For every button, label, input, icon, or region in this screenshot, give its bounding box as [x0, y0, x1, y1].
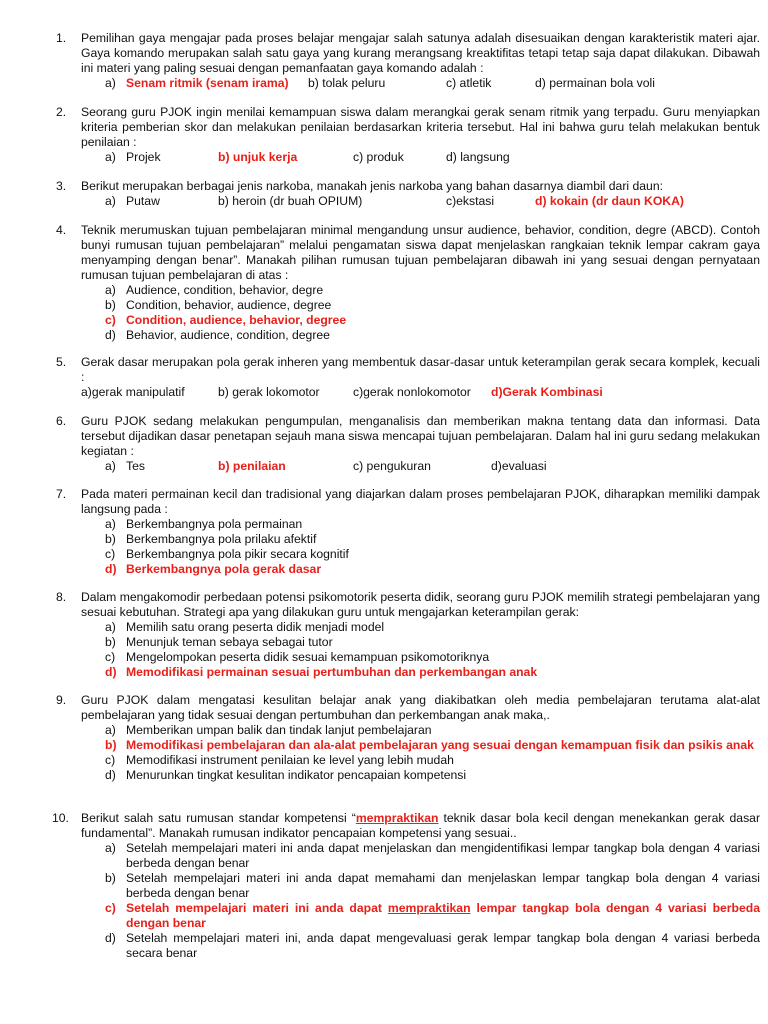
- option-letter: b): [105, 738, 117, 752]
- answer-option: [105, 313, 760, 328]
- answer-option: [105, 901, 760, 931]
- question-text: Teknik merumuskan tujuan pembelajaran minimal mengandung unsur audience, behavior, condition, degre (ABCD). Contoh bunyi rumusan tujuan pembelajaran” melalui pengamatan siswa dapat menjelaskan rangkaian teknik lempar cakram gaya menyamping dengan benar”. Manakah pilihan rumusan tujuan pembelajaran dibawah ini yang sesuai dengan pernyataan rumusan tujuan pembelajaran di atas :: [81, 223, 760, 282]
- option-text: Audience, condition, behavior, degre: [126, 283, 324, 297]
- question-2: [56, 105, 760, 165]
- option: [105, 650, 760, 665]
- option: [105, 635, 760, 650]
- option-text: Setelah mempelajari materi ini anda dapat menjelaskan dan mengidentifikasi lempar tangkap bola dengan 4 variasi berbeda dengan benar: [126, 841, 760, 870]
- option: Projek: [126, 150, 161, 164]
- option-text: Berkembangnya pola gerak dasar: [126, 562, 322, 576]
- question-6: [56, 414, 760, 474]
- option-letter: a): [105, 194, 116, 208]
- question-text: Pemilihan gaya mengajar pada proses belajar mengajar salah satunya adalah disesuaikan dengan karakteristik materi ajar. Gaya komando merupakan salah satu gaya yang kurang merangsang kreaktifitas tetapi tetap saja dapat dilakukan. Dibawah ini materi yang paling sesuai dengan pemanfaatan gaya komando adalah :: [81, 31, 760, 75]
- option-letter: c): [105, 547, 116, 561]
- answer-option: d)Gerak Kombinasi: [491, 385, 603, 399]
- option-letter: d): [105, 931, 116, 945]
- option-text: Condition, audience, behavior, degree: [126, 313, 347, 327]
- answer-option: [105, 738, 760, 753]
- option-letter: d): [105, 328, 116, 342]
- question-10: [52, 811, 761, 961]
- option-text: [126, 901, 760, 931]
- option-text: Setelah mempelajari materi ini anda dapat memahami dan menjelaskan lempar tangkap bola dengan 4 variasi berbeda dengan benar: [126, 871, 760, 900]
- option-text: Memberikan umpan balik dan tindak lanjut pembelajaran: [126, 723, 432, 737]
- option-text: Berkembangnya pola pikir secara kognitif: [126, 547, 349, 561]
- question-5: [56, 355, 760, 400]
- option: [105, 283, 760, 298]
- question-3: [56, 179, 760, 209]
- options-row: [105, 76, 760, 91]
- option-text: Menurunkan tingkat kesulitan indikator pencapaian kompetensi: [126, 768, 467, 782]
- option: Tes: [126, 459, 145, 473]
- option-letter: a): [105, 723, 116, 737]
- option: d) langsung: [446, 150, 510, 164]
- option-text: Condition, behavior, audience, degree: [126, 298, 332, 312]
- answer-option: d) kokain (dr daun KOKA): [535, 194, 684, 208]
- option-text: Memodifikasi pembelajaran dan ala-alat pembelajaran yang sesuai dengan kemampuan fisik dan psikis anak: [126, 738, 754, 752]
- question-7: [56, 487, 760, 577]
- question-text: Guru PJOK sedang melakukan pengumpulan, menganalisis dan memberikan makna tentang data dan informasi. Data tersebut dijadikan dasar penetapan sejauh mana siswa mencapai tujuan pembelajaran. Dalam hal ini guru sedang melakukan kegiatan :: [81, 414, 760, 458]
- answer-option: b) penilaian: [218, 459, 286, 473]
- option: [105, 841, 760, 871]
- option-letter: a): [105, 459, 116, 473]
- options-row: [105, 150, 760, 165]
- options-row: [81, 385, 760, 400]
- question-number: 1.: [56, 31, 67, 45]
- question-text: [81, 811, 760, 841]
- option: [105, 723, 760, 738]
- option-letter: a): [105, 841, 116, 855]
- option: [105, 620, 760, 635]
- option-letter: b): [105, 635, 116, 649]
- option-letter: a): [105, 150, 116, 164]
- option: d)evaluasi: [491, 459, 547, 473]
- option-text: Berkembangnya pola prilaku afektif: [126, 532, 317, 546]
- option-letter: a): [105, 283, 116, 297]
- option: [105, 298, 760, 313]
- option-text: Memodifikasi instrument penilaian ke level yang lebih mudah: [126, 753, 454, 767]
- option: [105, 547, 760, 562]
- option: a)gerak manipulatif: [81, 385, 185, 399]
- underlined-keyword: mempraktikan: [387, 901, 471, 915]
- option-text: Memilih satu orang peserta didik menjadi model: [126, 620, 385, 634]
- option: [105, 871, 760, 901]
- option-letter: b): [105, 532, 116, 546]
- answer-option: [105, 665, 760, 680]
- option: [105, 931, 760, 961]
- question-number: 6.: [56, 414, 67, 428]
- option-letter: c): [105, 650, 116, 664]
- option: c)ekstasi: [446, 194, 495, 208]
- question-number: 4.: [56, 223, 67, 237]
- option: [105, 753, 760, 768]
- option-letter: d): [105, 665, 117, 679]
- option-letter: c): [105, 313, 116, 327]
- option: b) gerak lokomotor: [218, 385, 320, 399]
- option-text: Memodifikasi permainan sesuai pertumbuhan dan perkembangan anak: [126, 665, 538, 679]
- question-number: 3.: [56, 179, 67, 193]
- question-text-part: teknik dasar bola kecil dengan menekankan gerak dasar fundamental”. Manakah rumusan indikator pencapaian kompetensi yang sesuai..: [81, 811, 761, 840]
- option: [105, 517, 760, 532]
- question-4: [56, 223, 760, 343]
- option: c)gerak nonlokomotor: [353, 385, 471, 399]
- option-letter: b): [105, 871, 116, 885]
- question-text: Pada materi permainan kecil dan tradisional yang diajarkan dalam proses pembelajaran PJOK, diharapkan memiliki dampak langsung pada :: [81, 487, 760, 516]
- option: c) produk: [353, 150, 404, 164]
- question-number: 5.: [56, 355, 67, 369]
- option: Putaw: [126, 194, 160, 208]
- option: c) atletik: [446, 76, 492, 90]
- option: [105, 328, 760, 343]
- underlined-keyword: mempraktikan: [355, 811, 439, 825]
- option-text: Menunjuk teman sebaya sebagai tutor: [126, 635, 333, 649]
- question-number: 7.: [56, 487, 67, 501]
- option-text-part: Setelah mempelajari materi ini anda dapat: [126, 901, 388, 915]
- option: c) pengukuran: [353, 459, 431, 473]
- option: [105, 768, 760, 783]
- question-number: 9.: [56, 693, 67, 707]
- option-text: Behavior, audience, condition, degree: [126, 328, 330, 342]
- option-text: Setelah mempelajari materi ini, anda dapat mengevaluasi gerak lempar tangkap bola dengan 4 variasi berbeda secara benar: [126, 931, 760, 960]
- option: d) permainan bola voli: [535, 76, 655, 90]
- option-letter: a): [105, 620, 116, 634]
- option: [105, 532, 760, 547]
- question-9: [56, 693, 760, 783]
- question-text: Guru PJOK dalam mengatasi kesulitan belajar anak yang diakibatkan oleh media pembelajaran terutama alat-alat pembelajaran yang tidak sesuai dengan pertumbuhan dan perkembangan anak maka,.: [81, 693, 760, 722]
- question-number: 8.: [56, 590, 67, 604]
- question-text-part: Berikut salah satu rumusan standar kompetensi “: [81, 811, 356, 825]
- option-letter: a): [105, 76, 116, 90]
- question-number: 2.: [56, 105, 67, 119]
- question-1: [56, 31, 760, 91]
- answer-option: Senam ritmik (senam irama): [126, 76, 289, 90]
- question-text: Berikut merupakan berbagai jenis narkoba, manakah jenis narkoba yang bahan dasarnya diambil dari daun:: [81, 179, 663, 193]
- question-text: Seorang guru PJOK ingin menilai kemampuan siswa dalam merangkai gerak senam ritmik yang terpadu. Guru menyiapkan kriteria pemberian skor dan melakukan penilaian berdasarkan kriteria tersebut. Hal ini bahwa guru telah melakukan bentuk penilaian :: [81, 105, 760, 149]
- option-letter: c): [105, 901, 116, 915]
- question-number: 10.: [52, 811, 69, 825]
- question-8: [56, 590, 760, 680]
- options-row: [105, 459, 760, 474]
- answer-option: b) unjuk kerja: [218, 150, 298, 164]
- answer-option: [105, 562, 760, 577]
- question-text: Dalam mengakomodir perbedaan potensi psikomotorik peserta didik, seorang guru PJOK memilih strategi pembelajaran yang sesuai kebutuhan. Strategi apa yang dilakukan guru untuk mengajarkan keterampilan gerak:: [81, 590, 760, 619]
- option-letter: a): [105, 517, 116, 531]
- option-letter: b): [105, 298, 116, 312]
- option-text: Berkembangnya pola permainan: [126, 517, 303, 531]
- question-text: Gerak dasar merupakan pola gerak inheren yang membentuk dasar-dasar untuk keterampilan gerak secara komplek, kecuali :: [81, 355, 760, 384]
- option-text: Mengelompokan peserta didik sesuai kemampuan psikomotoriknya: [126, 650, 490, 664]
- option-letter: c): [105, 753, 116, 767]
- options-row: [105, 194, 760, 209]
- option: b) tolak peluru: [308, 76, 386, 90]
- option-letter: d): [105, 768, 116, 782]
- option: b) heroin (dr buah OPIUM): [218, 194, 363, 208]
- option-letter: d): [105, 562, 117, 576]
- option-text-part: lempar tangkap bola dengan 4 variasi berbeda dengan benar: [126, 901, 760, 930]
